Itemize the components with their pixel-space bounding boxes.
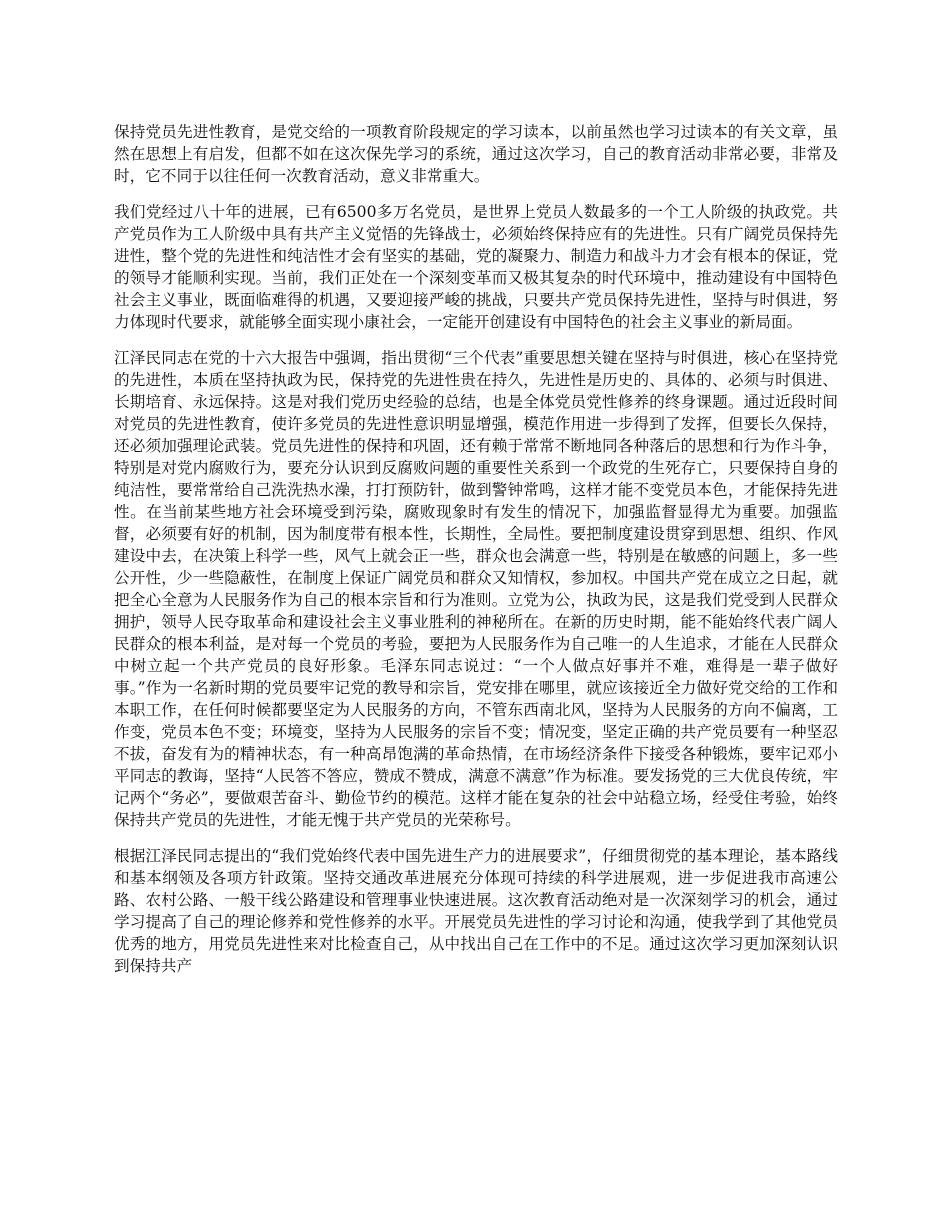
paragraph-three-represents: 江泽民同志在党的十六大报告中强调，指出贯彻“三个代表”重要思想关键在坚持与时俱进，核心在坚持党的先进性，本质在坚持执政为民，保持党的先进性贵在持久，先进性是历史的、具体的、必须与时俱进、长期培育、永远保持。这是对我们党历史经验的总结，也是全体党员党性修养的终身课题。通过近段时间对党员的先进性教育，使许多党员的先进性意识明显增强，模范作用进一步得到了发挥，但要长久保持，还必须加强理论武装。党员先进性的保持和巩固，还有赖于常常不断地同各种落后的思想和行为作斗争，特别是对党内腐败行为，要充分认识到反腐败问题的重要性关系到一个政党的生死存亡，只要保持自身的纯洁性，要常常给自己洗洗热水澡，打打预防针，做到警钟常鸣，这样才能不变党员本色，才能保持先进性。在当前某些地方社会环境受到污染，腐败现象时有发生的情况下，加强监督显得尤为重要。加强监督，必须要有好的机制，因为制度带有根本性，长期性，全局性。要把制度建设贯穿到思想、组织、作风建设中去，在决策上科学一些，风气上就会正一些，群众也会满意一些，特别是在敏感的问题上，多一些公开性，少一些隐蔽性，在制度上保证广阔党员和群众又知情权，参加权。中国共产党在成立之日起，就把全心全意为人民服务作为自己的根本宗旨和行为准则。立党为公，执政为民，这是我们党受到人民群众拥护，领导人民夺取革命和建设社会主义事业胜利的神秘所在。在新的历史时期，能不能始终代表广阔人民群众的根本利益，是对每一个党员的考验，要把为人民服务作为自己唯一的人生追求，才能在人民群众中树立起一个共产党员的良好形象。毛泽东同志说过：“一个人做点好事并不难，难得是一辈子做好事。”作为一名新时期的党员要牢记党的教导和宗旨，党安排在哪里，就应该接近全力做好党交给的工作和本职工作，在任何时候都要坚定为人民服务的方向，不管东西南北风，坚持为人民服务的方向不偏离，工作变，党员本色不变；环境变，坚持为人民服务的宗旨不变；情况变，坚定正确的共产党员要有一种坚忍不拔，奋发有为的精神状态，有一种高昂饱满的革命热情，在市场经济条件下接受各种锻炼，要牢记邓小平同志的教诲，坚持“人民答不答应，赞成不赞成，满意不满意”作为标准。要发扬党的三大优良传统，牢记两个“务必”，要做艰苦奋斗、勤俭节约的模范。这样才能在复杂的社会中站稳立场，经受住考验，始终保持共产党员的先进性，才能无愧于共产党员的光荣称号。 [114,349,838,829]
paragraph-party-overview: 我们党经过八十年的进展，已有6500多万名党员，是世界上党员人数最多的一个工人阶级的执政党。共产党员作为工人阶级中具有共产主义觉悟的先锋战士，必须始终保持应有的先进性。只有广阔党员保持先进性，整个党的先进性和纯洁性才会有坚实的基础，党的凝聚力、制造力和战斗力才会有根本的保证，党的领导才能顺利实现。当前，我们正处在一个深刻变革而又极其复杂的时代环境中，推动建设有中国特色社会主义事业，既面临难得的机遇，又要迎接严峻的挑战，只要共产党员保持先进性，坚持与时俱进，努力体现时代要求，就能够全面实现小康社会，一定能开创建设有中国特色的社会主义事业的新局面。 [114,203,838,331]
paragraph-productivity: 根据江泽民同志提出的“我们党始终代表中国先进生产力的进展要求”，仔细贯彻党的基本理论，基本路线和基本纲领及各项方针政策。坚持交通改革进展充分体现可持续的科学进展观，进一步促进我市高速公路、农村公路、一般干线公路建设和管理事业快速进展。这次教育活动绝对是一次深刻学习的机会，通过学习提高了自己的理论修养和党性修养的水平。开展党员先进性的学习讨论和沟通，使我学到了其他党员优秀的地方，用党员先进性来对比检查自己，从中找出自己在工作中的不足。通过这次学习更加深刻认识到保持共产 [114,847,838,975]
paragraph-intro: 保持党员先进性教育，是党交给的一项教育阶段规定的学习读本，以前虽然也学习过读本的有关文章，虽然在思想上有启发，但都不如在这次保先学习的系统，通过这次学习，自己的教育活动非常必要，非常及时，它不同于以往任何一次教育活动，意义非常重大。 [114,123,838,185]
document-body [114,121,838,991]
